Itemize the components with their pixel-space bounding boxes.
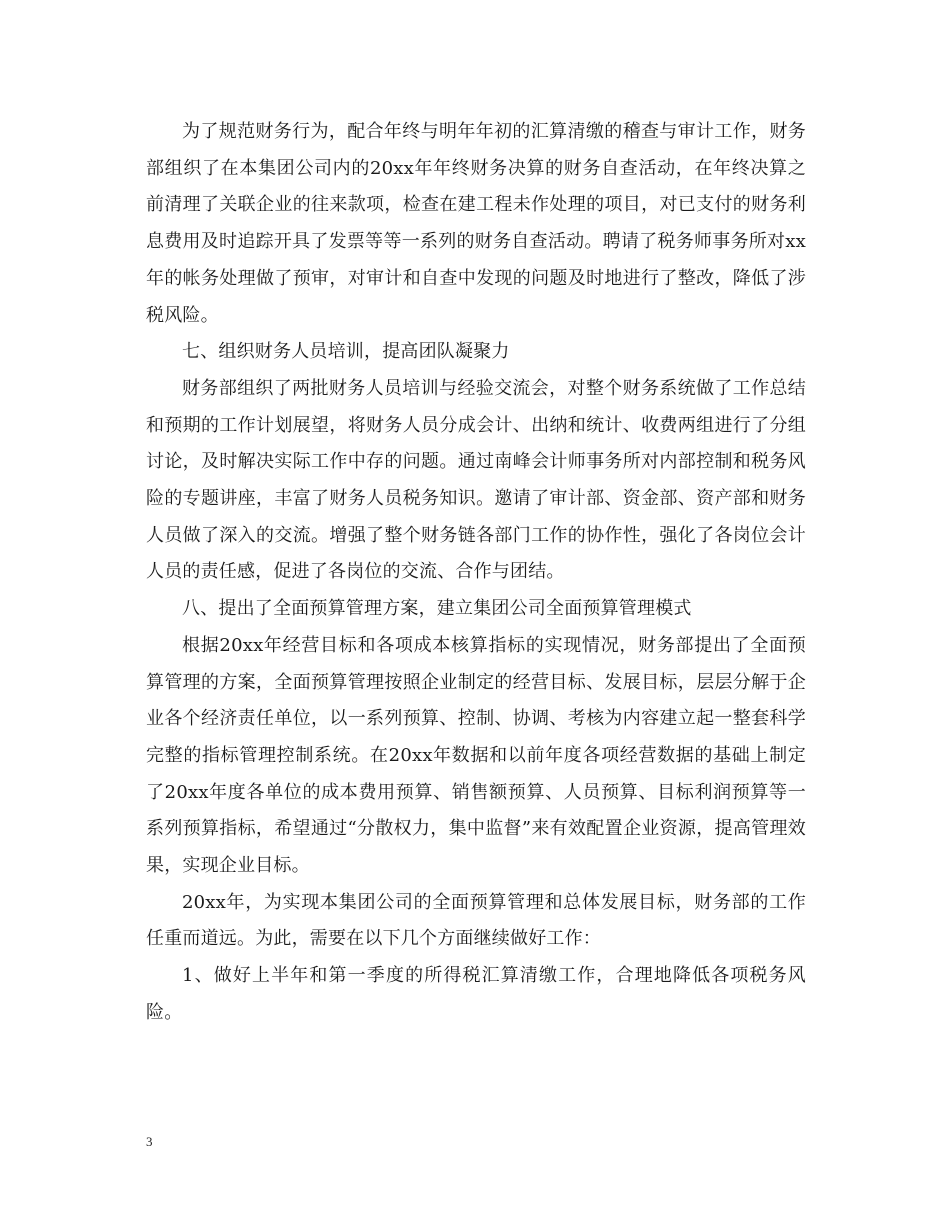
document-body	[146, 114, 806, 1032]
paragraph-future-goals: 20xx年，为实现本集团公司的全面预算管理和总体发展目标，财务部的工作任重而道远。为此，需要在以下几个方面继续做好工作：	[146, 891, 806, 950]
list-item-tax-settlement: 1、做好上半年和第一季度的所得税汇算清缴工作，合理地降低各项税务风险。	[146, 965, 806, 1023]
paragraph-staff-training: 财务部组织了两批财务人员培训与经验交流会，对整个财务系统做了工作总结和预期的工作计划展望，将财务人员分成会计、出纳和统计、收费两组进行了分组讨论，及时解决实际工作中存的问题。通过南峰会计师事务所对内部控制和税务风险的专题讲座，丰富了财务人员税务知识。邀请了审计部、资金部、资产部和财务人员做了深入的交流。增强了整个财务链各部门工作的协作性，强化了各岗位会计人员的责任感，促进了各岗位的交流、合作与团结。	[146, 377, 806, 583]
page-number: 3	[146, 1134, 153, 1149]
paragraph-budget-management: 根据20xx年经营目标和各项成本核算指标的实现情况，财务部提出了全面预算管理的方案，全面预算管理按照企业制定的经营目标、发展目标，层层分解于企业各个经济责任单位，以一系列预算、控制、协调、考核为内容建立起一整套科学完整的指标管理控制系统。在20xx年数据和以前年度各项经营数据的基础上制定了20xx年度各单位的成本费用预算、销售额预算、人员预算、目标利润预算等一系列预算指标，希望通过“分散权力，集中监督”来有效配置企业资源，提高管理效果，实现企业目标。	[146, 634, 806, 877]
heading-section-eight: 八、提出了全面预算管理方案，建立集团公司全面预算管理模式	[182, 598, 692, 620]
paragraph-financial-self-inspection: 为了规范财务行为，配合年终与明年年初的汇算清缴的稽查与审计工作，财务部组织了在本集团公司内的20xx年年终财务决算的财务自查活动，在年终决算之前清理了关联企业的往来款项，检查在建工程未作处理的项目，对已支付的财务利息费用及时追踪开具了发票等等一系列的财务自查活动。聘请了税务师事务所对xx年的帐务处理做了预审，对审计和自查中发现的问题及时地进行了整改，降低了涉税风险。	[146, 121, 806, 326]
heading-section-seven: 七、组织财务人员培训，提高团队凝聚力	[182, 341, 510, 363]
